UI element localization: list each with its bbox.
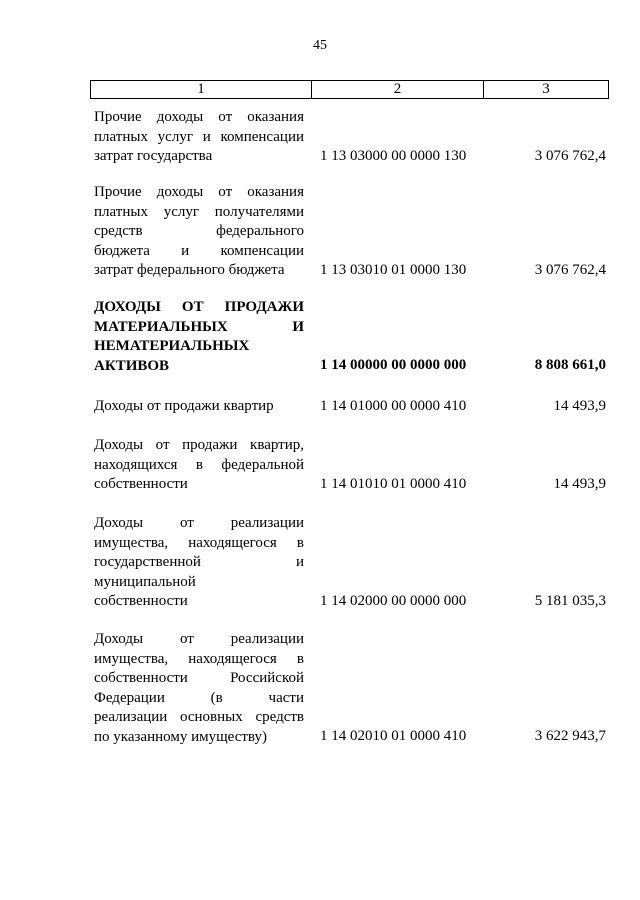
row-amount: 8 808 661,0 (534, 357, 606, 373)
row-name (94, 514, 304, 612)
row-code: 1 14 02010 01 0000 410 (320, 728, 467, 744)
row-name (94, 436, 304, 495)
row-code: 1 13 03010 01 0000 130 (320, 262, 467, 278)
row-name (94, 397, 304, 417)
column-header-table (90, 80, 609, 99)
row-name (94, 183, 304, 281)
row-name-line: Доходы от продажи квартир, (94, 437, 304, 453)
row-name-line: собственности Российской (94, 670, 304, 686)
row-amount: 14 493,9 (553, 398, 606, 414)
row-name-line: имущества, находящегося в (94, 534, 304, 551)
table-row (94, 436, 606, 496)
column-header-3: 3 (484, 81, 609, 99)
row-code: 1 14 01000 00 0000 410 (320, 398, 467, 414)
row-name-line: МАТЕРИАЛЬНЫХ И (94, 318, 304, 335)
row-name-line: бюджета и компенсации (94, 242, 304, 259)
row-name-line: Доходы от реализации (94, 631, 304, 647)
row-name-line: Прочие доходы от оказания (94, 109, 304, 125)
row-amount: 3 076 762,4 (534, 148, 606, 164)
row-name-line: собственности (94, 476, 188, 492)
row-code: 1 14 02000 00 0000 000 (320, 593, 467, 609)
column-header-1: 1 (91, 81, 312, 99)
row-name-line: государственной и (94, 554, 304, 570)
row-name-line: муниципальной (94, 573, 196, 590)
row-code: 1 14 00000 00 0000 000 (320, 357, 467, 373)
row-name-line: АКТИВОВ (94, 357, 170, 374)
row-name-line: по указанному имуществу) (94, 728, 267, 745)
row-name (94, 108, 304, 167)
row-name-line: средств федерального (94, 223, 304, 239)
row-name-line: Доходы от продажи квартир (94, 398, 274, 414)
table-row (94, 183, 606, 283)
row-amount: 3 076 762,4 (534, 262, 606, 278)
row-name-line: Прочие доходы от оказания (94, 184, 304, 200)
row-name-line: платных услуг получателями (94, 203, 304, 220)
row-name-line: имущества, находящегося в (94, 650, 304, 667)
table-row (94, 397, 606, 417)
row-name-line: реализации основных средств (94, 709, 304, 725)
row-name-line: собственности (94, 593, 188, 609)
row-amount: 14 493,9 (553, 476, 606, 492)
row-name-line: затрат государства (94, 148, 213, 164)
table-row (94, 108, 606, 168)
row-amount: 3 622 943,7 (534, 728, 606, 744)
row-name-line: затрат федерального бюджета (94, 262, 285, 278)
table-row-section-heading (94, 298, 606, 378)
table-row (94, 630, 606, 750)
column-header-2: 2 (312, 81, 484, 99)
row-name-line: находящихся в федеральной (94, 456, 304, 473)
row-name-line: НЕМАТЕРИАЛЬНЫХ (94, 338, 250, 354)
row-code: 1 14 01010 01 0000 410 (320, 476, 467, 492)
row-code: 1 13 03000 00 0000 130 (320, 148, 467, 164)
table-row (94, 514, 606, 614)
row-name-line: Доходы от реализации (94, 515, 304, 531)
row-name (94, 298, 304, 376)
row-name (94, 630, 304, 747)
row-name-line: ДОХОДЫ ОТ ПРОДАЖИ (94, 299, 304, 315)
row-name-line: платных услуг и компенсации (94, 128, 304, 145)
row-amount: 5 181 035,3 (534, 593, 606, 609)
row-name-line: Федерации (в части (94, 689, 304, 706)
page-number: 45 (313, 38, 327, 53)
